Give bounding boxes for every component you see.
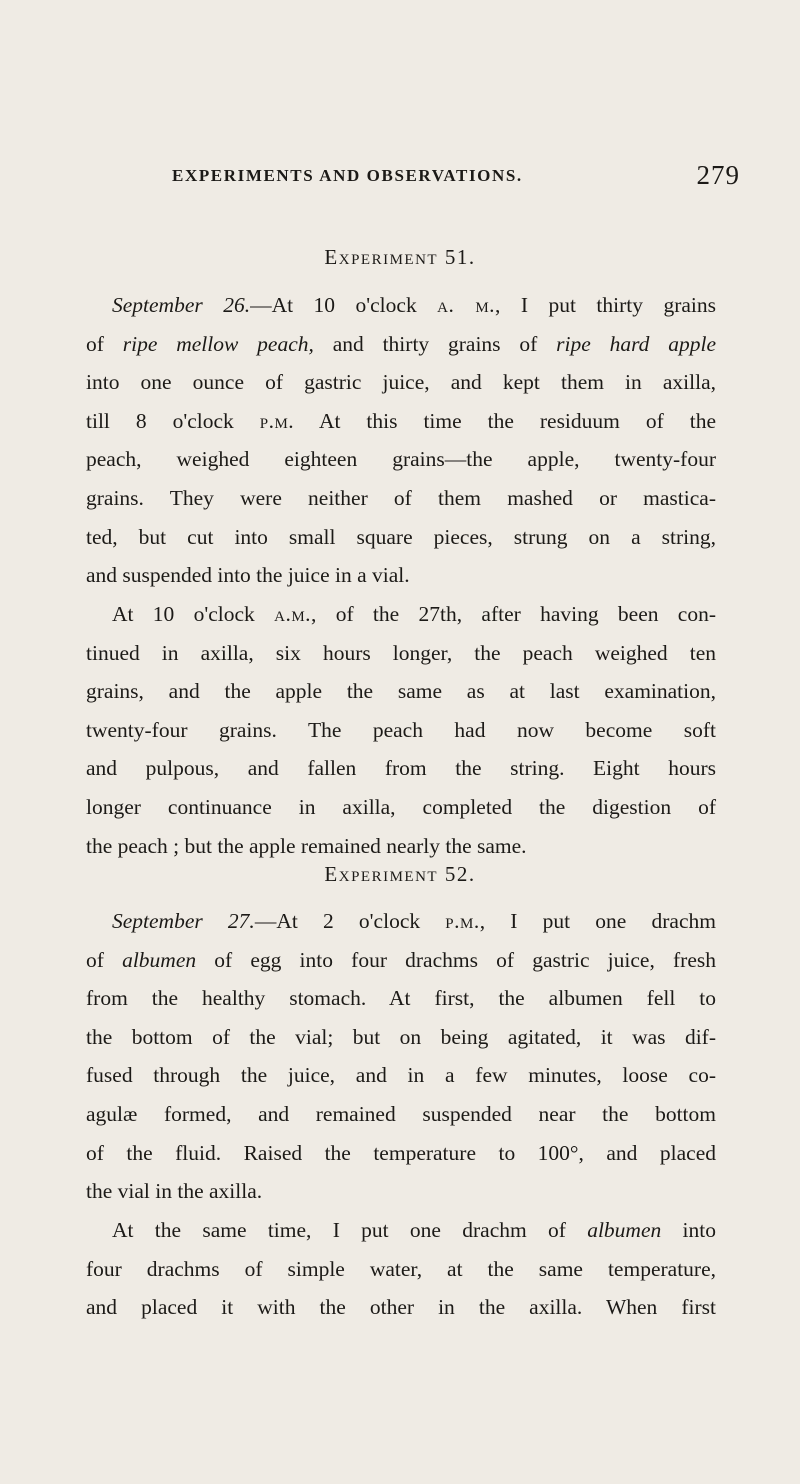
text-line: longer continuance in axilla, completed the digestion of xyxy=(86,794,716,819)
experiment-51-heading: Experiment 51. xyxy=(324,245,476,269)
date: September 26. xyxy=(112,293,251,317)
text-span: At the same time, I put one drachm of xyxy=(112,1218,588,1242)
text-span: till 8 o'clock xyxy=(86,408,260,433)
text-line xyxy=(86,1211,716,1250)
text-span: into xyxy=(661,1218,716,1242)
experiment-52-paragraph-2 xyxy=(86,1211,716,1327)
text-span: At this time the residuum of the xyxy=(294,408,716,433)
text-line xyxy=(86,286,716,325)
text-line: the vial in the axilla. xyxy=(86,1179,263,1204)
date: September 27. xyxy=(112,909,255,933)
experiment-52-heading: Experiment 52. xyxy=(324,862,476,886)
text-line: from the healthy stomach. At first, the albumen fell to xyxy=(86,986,716,1011)
text-line: four drachms of simple water, at the same temperature, xyxy=(86,1256,716,1281)
text-line: into one ounce of gastric juice, and kept them in axilla, xyxy=(86,370,716,395)
text-line: and pulpous, and fallen from the string. Eight hours xyxy=(86,756,716,781)
running-head xyxy=(172,160,740,192)
text-span: and thirty grains of xyxy=(313,331,557,356)
time-abbrev: a. m. xyxy=(437,293,496,317)
text-span: , I put one drachm xyxy=(479,909,716,933)
text-span: , of the 27th, after having been con- xyxy=(311,602,716,626)
emphasis: albumen xyxy=(587,1218,662,1242)
text-span: At 10 o'clock xyxy=(112,602,275,626)
text-span: of xyxy=(86,331,123,356)
text-span: of egg into four drachms of gastric juice, fresh xyxy=(196,947,716,972)
text-line: twenty-four grains. The peach had now become soft xyxy=(86,717,716,742)
text-line: grains. They were neither of them mashed or mastica- xyxy=(86,485,716,510)
experiment-52-paragraph-1 xyxy=(86,902,716,1211)
text-line xyxy=(86,402,716,441)
emphasis: ripe mellow peach, xyxy=(122,331,314,356)
text-line: ted, but cut into small square pieces, strung on a string, xyxy=(86,524,716,549)
text-line xyxy=(86,902,716,941)
text-line: fused through the juice, and in a few minutes, loose co- xyxy=(86,1063,716,1088)
experiment-51-paragraph-2 xyxy=(86,595,716,865)
text-line: peach, weighed eighteen grains—the apple, twenty-four xyxy=(86,447,716,472)
text-line: agulæ formed, and remained suspended near the bottom xyxy=(86,1101,716,1126)
emphasis: ripe hard apple xyxy=(556,331,717,356)
text-line: of the fluid. Raised the temperature to 100°, and placed xyxy=(86,1140,716,1165)
text-line xyxy=(86,941,716,980)
text-line xyxy=(86,595,716,634)
text-span: —At 10 o'clock xyxy=(250,293,438,317)
text-line: tinued in axilla, six hours longer, the peach weighed ten xyxy=(86,640,716,665)
text-line: the bottom of the vial; but on being agitated, it was dif- xyxy=(86,1024,716,1049)
text-span: , I put thirty grains xyxy=(495,293,717,317)
page-number: 279 xyxy=(696,160,740,190)
text-span: —At 2 o'clock xyxy=(254,909,446,933)
text-line xyxy=(86,325,716,364)
text-span: of xyxy=(86,947,123,972)
experiment-51-paragraph-1 xyxy=(86,286,716,595)
emphasis: albumen xyxy=(122,947,197,972)
time-abbrev: p.m. xyxy=(445,909,480,933)
text-line: and suspended into the juice in a vial. xyxy=(86,563,410,588)
running-head-title: EXPERIMENTS AND OBSERVATIONS. xyxy=(172,166,523,185)
time-abbrev: a.m. xyxy=(274,602,312,626)
text-line: and placed it with the other in the axilla. When first xyxy=(86,1295,716,1320)
text-line: the peach ; but the apple remained nearly the same. xyxy=(86,833,527,858)
text-line: grains, and the apple the same as at last examination, xyxy=(86,679,716,704)
time-abbrev: p.m. xyxy=(259,408,295,433)
